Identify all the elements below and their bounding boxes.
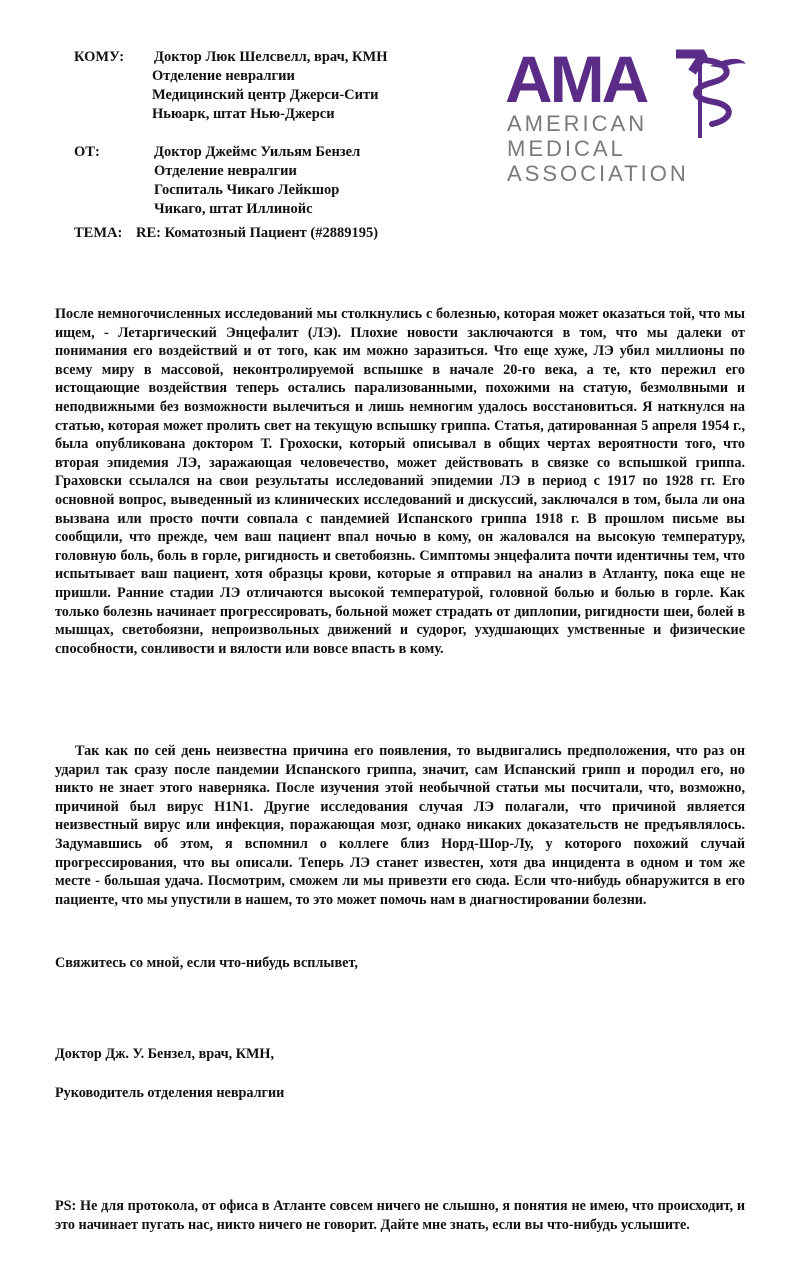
sender-department: Отделение невралгии — [154, 163, 297, 179]
recipient-city: Ньюарк, штат Нью-Джерси — [152, 106, 335, 122]
logo-line-association: ASSOCIATION — [507, 161, 689, 186]
to-label: КОМУ: — [74, 49, 125, 65]
sender-name: Доктор Джеймс Уильям Бензел — [154, 144, 361, 160]
signature-title: Руководитель отделения невралгии — [55, 1085, 285, 1101]
sender-institution: Госпиталь Чикаго Лейкшор — [154, 182, 340, 198]
sender-address — [154, 143, 360, 219]
staff-of-asclepius-icon — [670, 46, 750, 141]
ama-logo — [505, 42, 755, 191]
logo-mark: AMA — [505, 42, 647, 116]
closing-line: Свяжитесь со мной, если что-нибудь всплывет, — [55, 955, 358, 971]
logo-line-american: AMERICAN — [507, 111, 648, 136]
recipient-address — [154, 48, 388, 124]
from-label: ОТ: — [74, 144, 100, 160]
recipient-department: Отделение невралгии — [152, 68, 295, 84]
postscript: PS: Не для протокола, от офиса в Атланте совсем ничего не слышно, я понятия не имею, что происходит, и это начинает пугать нас, никто ничего не говорит. Дайте мне знать, если вы что-нибудь услышите. — [55, 1198, 745, 1233]
sender-city: Чикаго, штат Иллинойс — [154, 201, 313, 217]
recipient-name: Доктор Люк Шелсвелл, врач, КМН — [154, 49, 388, 65]
subject-line — [74, 225, 378, 242]
body-paragraph-1: После немногочисленных исследований мы столкнулись с болезнью, которая может оказаться той, что мы ищем, - Летаргический Энцефалит (ЛЭ). Плохие новости заключаются в том, что мы далеки от понимания его воздействий и от того, как им можно заразиться. Что еще хуже, ЛЭ убил миллионы по всему миру в массовой, неконтролируемой вспышке в начале 20-го века, а те, кто пережил его истощающие воздействия теперь остались парализованными, похожими на статую, безмолвными и неподвижными без возможности вылечиться и лишь немногим удалось восстановиться. Я наткнулся на статью, которая может пролить свет на текущую вспышку гриппа. Статья, датированная 5 апреля 1954 г., была опубликована доктором Т. Грохоски, который описывал в общих чертах вероятности того, что вторая эпидемия ЛЭ, заражающая человечество, может действовать в связке со вспышкой гриппа. Граховски ссылался на свои результаты исследований эпидемии ЛЭ в период с 1917 по 1928 гг. Его основной вопрос, выведенный из клинических исследований и дискуссий, заключался в том, была ли она вызвана или просто почти совпала с пандемией Испанского гриппа 1918 г. В прошлом письме вы сообщили, что прежде, чем ваш пациент впал ночью в кому, он жаловался на высокую температуру, головную боль, боль в горле, ригидность и светобоязнь. Симптомы энцефалита почти идентичны тем, что испытывает ваш пациент, хотя образцы крови, которые я отправил на анализ в Атланту, пока еще не пришли. Ранние стадии ЛЭ отличаются высокой температурой, головной болью и болью в горле. Как только болезнь начинает прогрессировать, больной может страдать от диплопии, ригидности шеи, болей в мышцах, светобоязни, непроизвольных движений и судорог, ухудшающих умственные и физические способности, сонливости и вялости или вовсе впасть в кому. — [55, 306, 745, 657]
logo-line-medical: MEDICAL — [507, 136, 626, 161]
subject-text: RE: Коматозный Пациент (#2889195) — [135, 225, 379, 241]
body-paragraph-2: Так как по сей день неизвестна причина его появления, то выдвигались предположения, что раз он ударил так сразу после пандемии Испанского гриппа, значит, сам Испанский грипп и породил его, но никто не знает этого наверняка. После изучения этой необычной статьи мы посчитали, что, возможно, причиной был вирус H1N1. Другие исследования случая ЛЭ полагали, что причиной является неизвестный вирус или инфекция, поражающая мозг, однако никаких доказательств не предъявлялось. Задумавшись об этом, я вспомнил о коллеге близ Норд-Шор-Лу, у которого похожий случай прогрессирования, что вы описали. Теперь ЛЭ станет известен, хотя два инцидента в одном и том же месте - большая удача. Посмотрим, сможем ли мы привезти его сюда. Если что-нибудь обнаружится в его пациенте, что мы упустили в нашем, то это может помочь нам в диагностировании болезни. — [55, 743, 745, 908]
signature-name: Доктор Дж. У. Бензел, врач, КМН, — [55, 1046, 275, 1062]
subject-label: ТЕМА: — [74, 225, 123, 241]
recipient-institution: Медицинский центр Джерси-Сити — [152, 87, 379, 103]
